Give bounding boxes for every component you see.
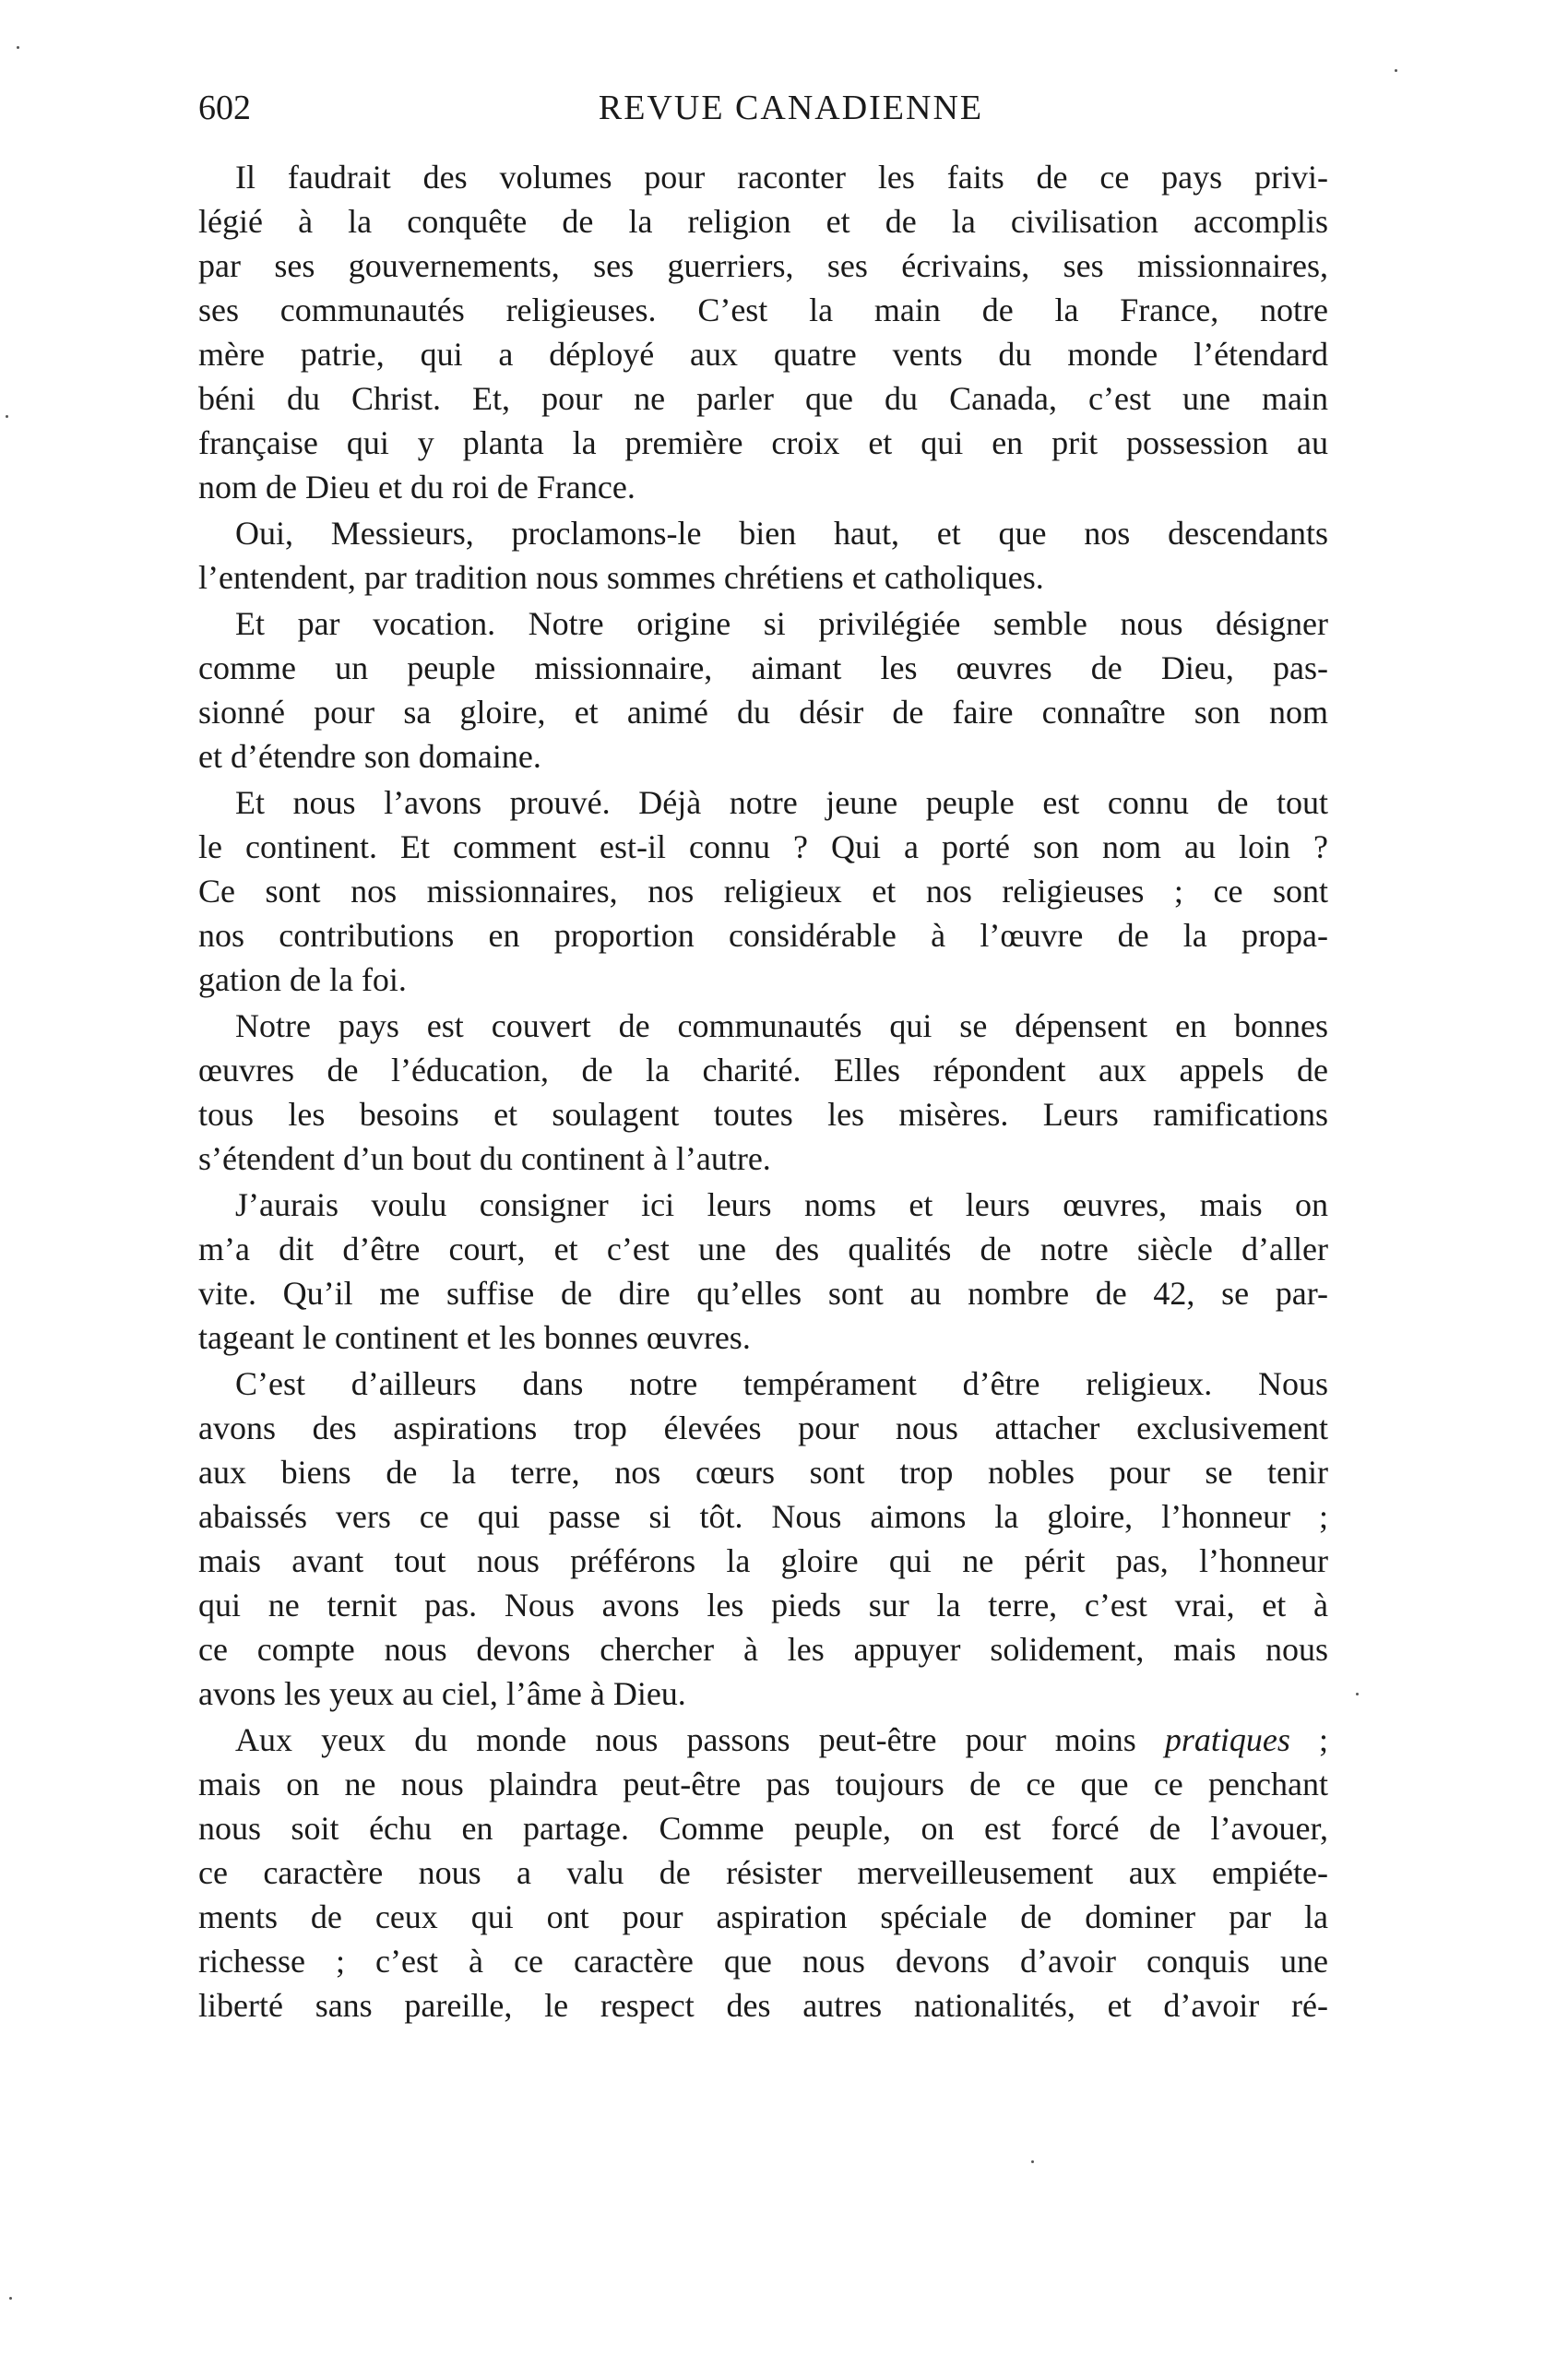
text-line: Notre pays est couvert de communautés qui se dépensent en bonnes [235, 1007, 1328, 1044]
scan-speck [1356, 1693, 1359, 1695]
text-line: tous les besoins et soulagent toutes les misères. Leurs ramifications [198, 1096, 1328, 1133]
scan-speck [1031, 2160, 1034, 2163]
text-line [198, 1718, 1328, 1762]
paragraph [198, 511, 1328, 600]
text-line: nom de Dieu et du roi de France. [198, 469, 636, 506]
text-line: Et par vocation. Notre origine si privilégiée semble nous désigner [235, 605, 1328, 642]
text-line: mère patrie, qui a déployé aux quatre vents du monde l’étendard [198, 336, 1328, 373]
paragraph [198, 1004, 1328, 1181]
scan-speck [1395, 69, 1397, 72]
text-fragment: Aux yeux du monde nous passons peut-être pour moins [235, 1721, 1165, 1758]
text-line: mais avant tout nous préférons la gloire qui ne périt pas, l’honneur [198, 1542, 1328, 1579]
text-line: par ses gouvernements, ses guerriers, ses écrivains, ses missionnaires, [198, 247, 1328, 284]
text-line: Ce sont nos missionnaires, nos religieux et nos religieuses ; ce sont [198, 873, 1328, 910]
text-line: avons des aspirations trop élevées pour nous attacher exclusivement [198, 1409, 1328, 1446]
text-line: l’entendent, par tradition nous sommes chrétiens et catholiques. [198, 559, 1044, 596]
text-line: et d’étendre son domaine. [198, 738, 541, 775]
journal-title: REVUE CANADIENNE [598, 89, 984, 127]
text-line: comme un peuple missionnaire, aimant les œuvres de Dieu, pas- [198, 649, 1328, 686]
text-line: avons les yeux au ciel, l’âme à Dieu. [198, 1675, 686, 1712]
text-line: qui ne ternit pas. Nous avons les pieds sur la terre, c’est vrai, et à [198, 1587, 1328, 1624]
body-text [198, 155, 1328, 2029]
text-line: tageant le continent et les bonnes œuvres. [198, 1319, 751, 1356]
text-line: Il faudrait des volumes pour raconter les faits de ce pays privi- [235, 159, 1328, 196]
text-line: française qui y planta la première croix et qui en prit possession au [198, 424, 1328, 461]
text-line: ce compte nous devons chercher à les appuyer solidement, mais nous [198, 1631, 1328, 1668]
text-line: œuvres de l’éducation, de la charité. Elles répondent aux appels de [198, 1052, 1328, 1088]
italic-word: pratiques [1164, 1721, 1290, 1758]
text-line: ce caractère nous a valu de résister merveilleusement aux empiéte- [198, 1854, 1328, 1891]
text-line: légié à la conquête de la religion et de la civilisation accomplis [198, 203, 1328, 240]
text-line: béni du Christ. Et, pour ne parler que du Canada, c’est une main [198, 380, 1328, 417]
text-line: sionné pour sa gloire, et animé du désir de faire connaître son nom [198, 694, 1328, 731]
text-line: liberté sans pareille, le respect des autres nationalités, et d’avoir ré- [198, 1987, 1328, 2024]
paragraph [198, 601, 1328, 779]
text-line: mais on ne nous plaindra peut-être pas toujours de ce que ce penchant [198, 1766, 1328, 1802]
paragraph [198, 155, 1328, 509]
text-line: nos contributions en proportion considérable à l’œuvre de la propa- [198, 917, 1328, 954]
text-line: m’a dit d’être court, et c’est une des qualités de notre siècle d’aller [198, 1231, 1328, 1267]
scan-speck [17, 46, 19, 49]
text-line: ments de ceux qui ont pour aspiration spéciale de dominer par la [198, 1898, 1328, 1935]
scan-speck [6, 415, 8, 418]
paragraph [198, 1362, 1328, 1716]
text-line: s’étendent d’un bout du continent à l’autre. [198, 1140, 771, 1177]
paragraph [198, 1718, 1328, 2028]
text-line: le continent. Et comment est-il connu ? Qui a porté son nom au loin ? [198, 828, 1328, 865]
paragraph [198, 1183, 1328, 1360]
text-line: richesse ; c’est à ce caractère que nous devons d’avoir conquis une [198, 1943, 1328, 1980]
text-fragment: ; [1289, 1721, 1328, 1758]
page-number: 602 [198, 89, 251, 127]
paragraph [198, 780, 1328, 1002]
scan-speck [9, 2297, 12, 2300]
running-head [198, 85, 1328, 131]
text-line: aux biens de la terre, nos cœurs sont trop nobles pour se tenir [198, 1454, 1328, 1491]
text-line: J’aurais voulu consigner ici leurs noms et leurs œuvres, mais on [235, 1186, 1328, 1223]
text-line: C’est d’ailleurs dans notre tempérament d’être religieux. Nous [235, 1365, 1328, 1402]
text-line: Et nous l’avons prouvé. Déjà notre jeune peuple est connu de tout [235, 784, 1328, 821]
text-line: vite. Qu’il me suffise de dire qu’elles sont au nombre de 42, se par- [198, 1275, 1328, 1312]
text-line: ses communautés religieuses. C’est la main de la France, notre [198, 291, 1328, 328]
text-line: nous soit échu en partage. Comme peuple, on est forcé de l’avouer, [198, 1810, 1328, 1847]
text-line: gation de la foi. [198, 961, 407, 998]
text-line: abaissés vers ce qui passe si tôt. Nous aimons la gloire, l’honneur ; [198, 1498, 1328, 1535]
text-line: Oui, Messieurs, proclamons-le bien haut, et que nos descendants [235, 515, 1328, 552]
